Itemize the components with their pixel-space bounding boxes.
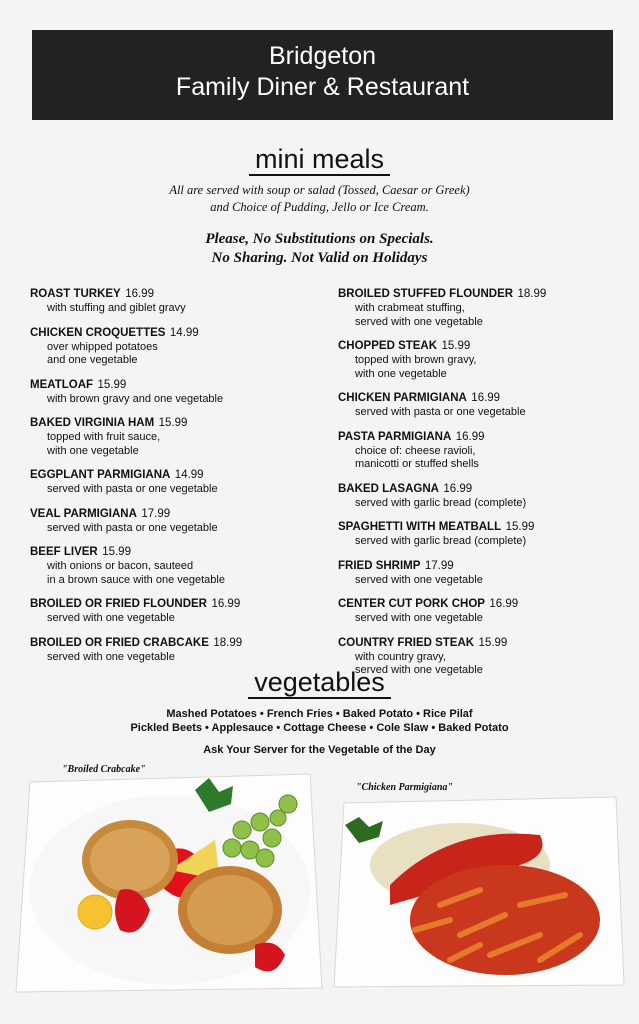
menu-item bbox=[30, 413, 310, 458]
menu-item-description: served with garlic bread (complete) bbox=[355, 496, 527, 509]
menu-item bbox=[30, 594, 310, 626]
menu-item-name: BROILED OR FRIED FLOUNDER bbox=[30, 598, 207, 610]
menu-item-price: 16.99 bbox=[125, 288, 154, 300]
menu-item-name: BROILED OR FRIED CRABCAKE bbox=[30, 636, 209, 649]
menu-item-description: and one vegetable bbox=[47, 354, 138, 366]
menu-item-description: over whipped potatoes bbox=[47, 340, 158, 353]
chicken-parmigiana-photo bbox=[330, 795, 626, 990]
menu-item-description: with stuffing and giblet gravy bbox=[47, 302, 186, 314]
menu-item-price: 17.99 bbox=[141, 507, 171, 520]
menu-item-description: served with pasta or one vegetable bbox=[355, 406, 526, 418]
menu-item-price: 16.99 bbox=[455, 430, 485, 443]
menu-item-description: served with garlic bread (complete) bbox=[355, 535, 527, 547]
menu-item bbox=[30, 542, 310, 587]
menu-item-description: with one vegetable bbox=[355, 367, 447, 380]
vegetables-title: vegetables bbox=[0, 667, 639, 697]
menu-item bbox=[30, 633, 310, 665]
menu-item-name: CENTER CUT PORK CHOP bbox=[338, 598, 485, 610]
menu-item-name: CHOPPED STEAK bbox=[338, 340, 438, 352]
vegetable-of-day-note: Ask Your Server for the Vegetable of the Day bbox=[203, 744, 436, 756]
menu-item bbox=[338, 427, 618, 472]
menu-item bbox=[338, 388, 618, 420]
vegetables-list: Mashed Potatoes • French Fries • Baked Potato • Rice Pilaf Pickled Beets • Applesauce • Cottage Cheese • Cole Slaw • Baked Potato bbox=[130, 708, 509, 734]
menu-item-price: 16.99 bbox=[211, 598, 241, 610]
menu-item bbox=[30, 375, 310, 407]
menu-item-name: MEATLOAF bbox=[30, 378, 94, 391]
menu-item-name: COUNTRY FRIED STEAK bbox=[338, 636, 475, 649]
menu-item-price: 14.99 bbox=[169, 326, 199, 339]
menu-item-description: with brown gravy and one vegetable bbox=[47, 392, 224, 405]
menu-item-name: FRIED SHRIMP bbox=[338, 559, 421, 572]
restaurant-name-line1: Bridgeton bbox=[268, 42, 377, 70]
menu-item-name: BAKED VIRGINIA HAM bbox=[30, 417, 155, 429]
menu-item bbox=[30, 504, 310, 536]
menu-column-right bbox=[338, 284, 618, 685]
menu-item-description: in a brown sauce with one vegetable bbox=[47, 573, 225, 586]
menu-item-price: 16.99 bbox=[443, 482, 473, 495]
menu-item-description: served with one vegetable bbox=[355, 612, 483, 624]
menu-item bbox=[30, 284, 310, 316]
menu-item-price: 18.99 bbox=[213, 636, 243, 649]
menu-item-price: 16.99 bbox=[489, 598, 519, 610]
menu-item-description: with crabmeat stuffing, bbox=[355, 302, 465, 314]
mini-meals-subtext: All are served with soup or salad (Tossed, Caesar or Greek) and Choice of Pudding, Jello or Ice Cream. bbox=[169, 183, 470, 214]
menu-item-price: 15.99 bbox=[158, 417, 188, 429]
menu-item bbox=[338, 479, 618, 511]
menu-item-description: choice of: cheese ravioli, bbox=[355, 444, 476, 457]
menu-item-name: BROILED STUFFED FLOUNDER bbox=[338, 288, 514, 300]
menu-item bbox=[338, 336, 618, 381]
menu-item-price: 18.99 bbox=[517, 288, 547, 300]
menu-header bbox=[32, 30, 613, 120]
menu-item-price: 14.99 bbox=[174, 469, 204, 481]
menu-item-description: served with one vegetable bbox=[47, 650, 175, 663]
menu-item-price: 15.99 bbox=[478, 636, 508, 649]
menu-item-name: VEAL PARMIGIANA bbox=[30, 507, 137, 520]
menu-item-price: 16.99 bbox=[471, 392, 501, 404]
menu-item-description: topped with fruit sauce, bbox=[47, 431, 161, 443]
menu-item bbox=[338, 594, 618, 626]
menu-item-price: 15.99 bbox=[441, 340, 471, 352]
menu-item-description: served with one vegetable bbox=[355, 573, 483, 586]
menu-item-description: with country gravy, bbox=[355, 650, 446, 663]
menu-item-description: topped with brown gravy, bbox=[355, 354, 477, 366]
menu-item-name: PASTA PARMIGIANA bbox=[338, 430, 452, 443]
menu-item-name: BEEF LIVER bbox=[30, 546, 98, 558]
menu-item-name: ROAST TURKEY bbox=[30, 288, 121, 300]
crabcake-photo-caption: "Broiled Crabcake" bbox=[62, 764, 146, 775]
menu-item bbox=[338, 284, 618, 329]
menu-item-description: with onions or bacon, sauteed bbox=[47, 560, 194, 572]
menu-item-price: 17.99 bbox=[424, 559, 454, 572]
menu-item-name: EGGPLANT PARMIGIANA bbox=[30, 469, 171, 481]
menu-item-price: 15.99 bbox=[97, 378, 127, 391]
menu-item-price: 15.99 bbox=[505, 521, 535, 533]
menu-item bbox=[30, 323, 310, 368]
menu-item-description: served with one vegetable bbox=[355, 315, 483, 328]
menu-item-name: SPAGHETTI WITH MEATBALL bbox=[338, 521, 502, 533]
menu-item bbox=[338, 556, 618, 588]
specials-notice: Please, No Substitutions on Specials. No Sharing. Not Valid on Holidays bbox=[205, 231, 434, 266]
menu-item-name: CHICKEN PARMIGIANA bbox=[338, 392, 467, 404]
crabcake-photo bbox=[10, 770, 325, 995]
menu-item bbox=[338, 517, 618, 549]
menu-item-description: served with one vegetable bbox=[47, 612, 175, 624]
menu-item-description: served with pasta or one vegetable bbox=[47, 521, 218, 534]
menu-item-description: manicotti or stuffed shells bbox=[355, 458, 479, 470]
menu-item-name: CHICKEN CROQUETTES bbox=[30, 326, 166, 339]
restaurant-name-line2: Family Diner & Restaurant bbox=[175, 73, 470, 101]
menu-item-name: BAKED LASAGNA bbox=[338, 482, 439, 495]
menu-item-price: 15.99 bbox=[102, 546, 131, 558]
menu-item-description: with one vegetable bbox=[47, 444, 139, 457]
menu-column-left bbox=[30, 284, 310, 671]
mini-meals-title: mini meals bbox=[0, 144, 639, 174]
menu-item bbox=[30, 465, 310, 497]
menu-item-description: served with one vegetable bbox=[355, 664, 483, 676]
menu-item-description: served with pasta or one vegetable bbox=[47, 483, 218, 495]
chicken-parmigiana-photo-caption: "Chicken Parmigiana" bbox=[356, 782, 453, 793]
